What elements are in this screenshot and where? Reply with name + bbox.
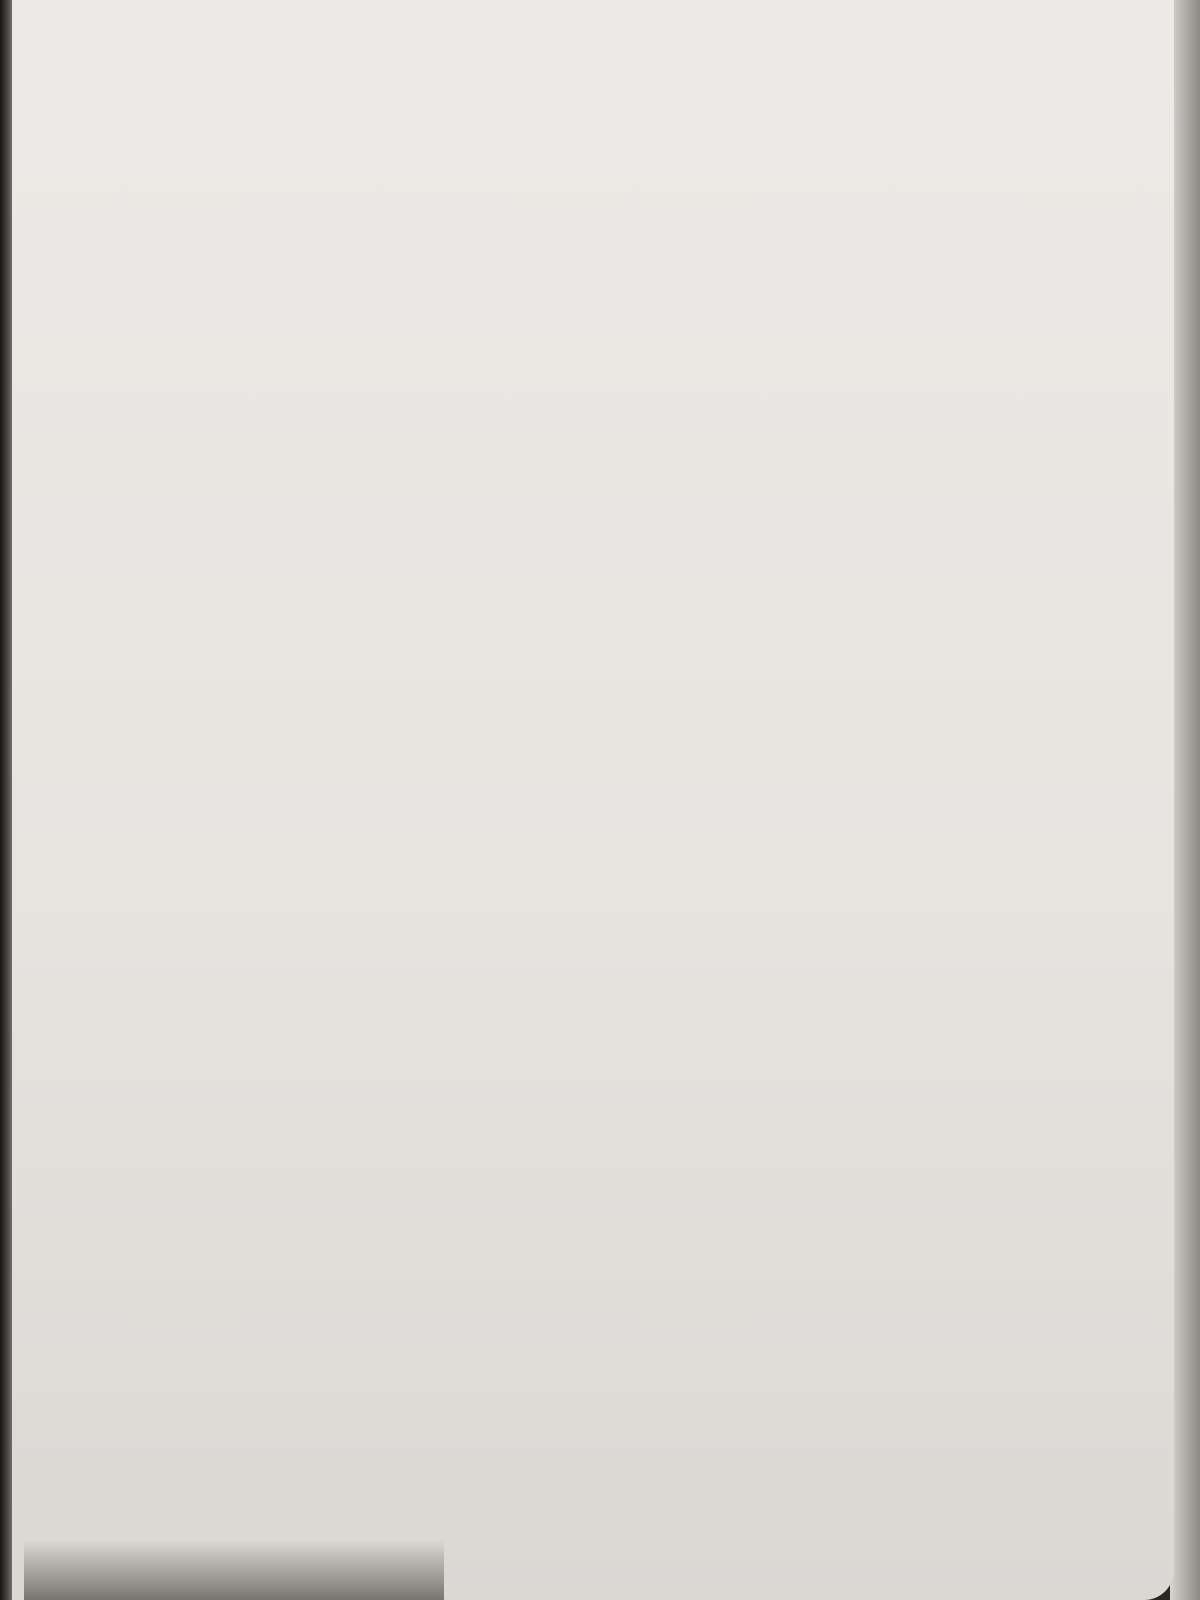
table-shadow [24,1540,444,1600]
page-content [12,0,1174,1600]
catalog-page [12,0,1174,1600]
page-stack-edge [1170,0,1200,1600]
